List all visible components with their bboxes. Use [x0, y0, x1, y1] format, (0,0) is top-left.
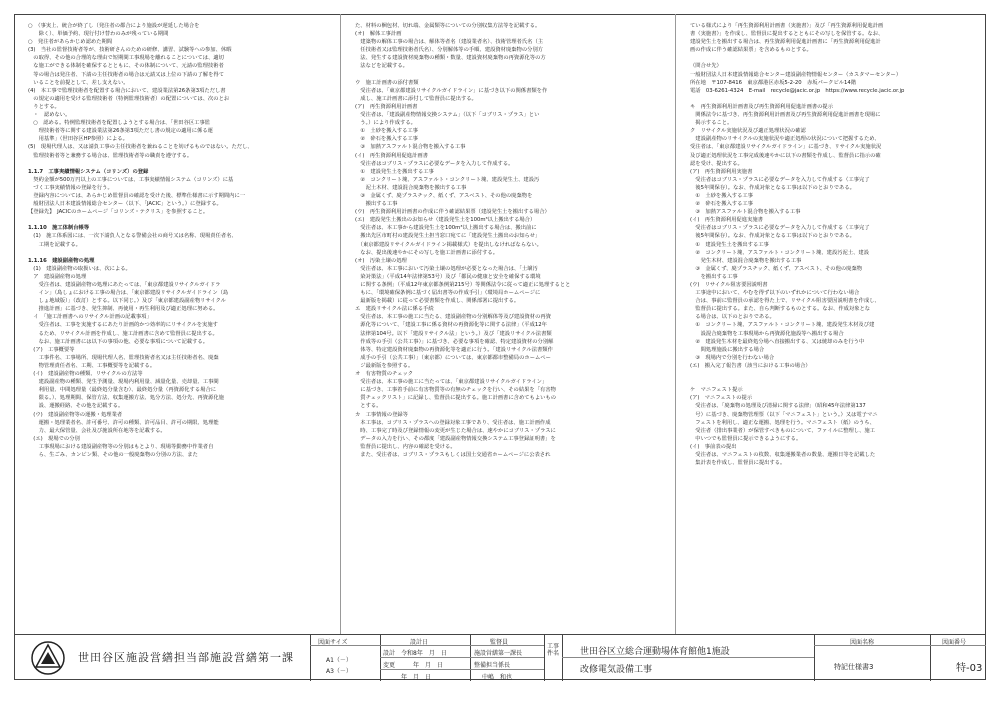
spec-line: 監督員に提出し、内容の確認を受ける。 — [355, 443, 456, 450]
project-label: 工事件名 — [547, 643, 559, 657]
spec-line: 成手の手引（公共工事）」（東京都）については、東京都都市整備局のホームペー — [355, 354, 551, 361]
sheet-name-header: 図面名称 — [850, 639, 875, 646]
spec-line: 法律第104号。以下「建設リサイクル法」という。）及び「建設リサイクル法書類 — [355, 330, 552, 337]
spec-line: ① 建設発生土を搬出する工事 — [355, 168, 434, 175]
spec-line: 受注者は、建設副産物の処理にあたっては、「東京都建設リサイクルガイドラ — [28, 282, 221, 288]
spec-line: 工期を記載する。 — [28, 241, 81, 248]
spec-line: 間処理施設に搬出する場合 — [690, 346, 765, 353]
spec-line: （問合せ先） — [690, 63, 722, 70]
spec-line: (エ) 建設発生土搬出のお知らせ（建設発生土を100m³以上搬出する場合） — [355, 217, 536, 224]
spec-line: 受注者（排出事業者）が保管すべきものについて、ファイルに整理し、施工 — [690, 427, 875, 434]
spec-line — [690, 95, 980, 103]
spec-line: ③ 金属くず、廃プラスチック、紙くず、アスベスト、その他の廃棄物 — [690, 265, 863, 272]
tb-rule — [562, 657, 814, 658]
spec-line: 受注者は、本工事から建設発生土を100m³以上搬出する場合は、搬出前に — [355, 225, 537, 232]
spec-line — [690, 370, 980, 378]
spec-line: 般財団法人日本建設情報総合センター（以下、「JACIC」という。）に登録する。 — [28, 201, 222, 208]
spec-line: イ 「施工計画書へのリサイクル計画の記載事項」 — [28, 314, 152, 321]
tb-divider — [544, 635, 545, 681]
spec-line: (エ) 搬入完了報告書（該当における工事の場合） — [690, 362, 811, 369]
spec-line: 認を受け、提出する。 — [690, 160, 743, 167]
tb-divider — [310, 635, 311, 681]
spec-line: 建設副産物のリサイクルの実施状況や適正処理の状況について把握するため、 — [690, 136, 880, 143]
spec-line: カ 工事情報の登録等 — [355, 411, 408, 418]
sheet-number-header: 図面番号 — [942, 639, 967, 646]
spec-line: なお、提出後速やかにその写しを施工計画書に添付する。 — [355, 249, 499, 256]
spec-line: 発生木材、建設混合廃棄物を搬出する工事 — [690, 257, 802, 264]
spec-line: 工事件名、工事場所、現場代理人名、監理技術者名又は主任技術者名、廃棄 — [28, 354, 219, 361]
spec-line: なお、施工計画書には以下の事項の他、必要な事項について記載する。 — [28, 338, 208, 345]
spec-line: に関する条例」（平成12年東京都条例第215号）等関係法令に従って適正に処理するとと — [355, 282, 571, 288]
spec-line: 成し、施工計画書に添付して監督員に提出する。 — [355, 95, 477, 102]
supervisor-1: 施設営繕第一課長 — [474, 650, 523, 657]
spec-line: (イ) 事前表の提出 — [690, 443, 737, 450]
spec-line: 源化等について、「建設工事に係る資材の再資源化等に関する法律」（平成12年 — [355, 322, 547, 329]
tb-divider — [470, 635, 471, 681]
spec-line: 搬出する工事 — [355, 201, 398, 208]
spec-line: (3) 当社の監督技術者等が、技術研さんのための研修、講習、試験等への参加、休暇 — [28, 47, 232, 54]
spec-line: とする。 — [355, 403, 382, 410]
change-date: 変更 年 月 日 — [383, 662, 444, 669]
spec-line: ウ 施工計画書の添付書類 — [355, 79, 419, 86]
spec-line: 受注者はコブリス・プラスに必要なデータを入力して作成する（工事完了 — [690, 176, 870, 183]
spec-line: 中いつでも監督員に提示できるようにする。 — [690, 435, 802, 442]
spec-line: 建設発生土を搬出する場合は、再生資源利用促進計画書に「再生資源利用促進計 — [690, 39, 881, 46]
tb-divider — [380, 635, 381, 681]
spec-line: た、材料の梱包材、切れ端、金属類等についての分別収集方法等を記載する。 — [355, 23, 541, 29]
spec-line: ア 建設副産物の処理 — [28, 273, 87, 280]
section-heading: 1.1.7 工事実績情報システム（コリンズ）の登録 — [28, 168, 149, 175]
spec-line: を搬出する工事 — [690, 273, 738, 280]
spec-line — [28, 249, 328, 257]
spec-line: 受注者は、本工事において汚染土壌の処理が必要となった場合は、「土壌汚 — [355, 265, 538, 272]
spec-line: エ 建設リサイクル法に係る手続 — [355, 306, 434, 313]
spec-line: (ア) 工事概要等 — [28, 346, 75, 353]
spec-line: 受注者はコブリス・プラスに必要なデータを入力して作成する（工事完了 — [690, 225, 870, 232]
spec-line: 書（実施書）」を作成し、監督員に提出するとともにその写しを保管する。なお、 — [690, 31, 884, 38]
spec-line: ③ 加熱アスファルト混合物を搬入する工事 — [355, 144, 466, 151]
spec-column-2 — [355, 22, 660, 657]
size-header: 図面サイズ — [318, 639, 348, 646]
spec-line: 設混合廃棄物を工事現場から再資源化施設等へ搬出する場合 — [690, 330, 844, 337]
spec-line: 等の場合は発注者、下請の主任技術者の場合は元請又は上位の下請の了解を得て — [28, 71, 224, 78]
spec-line: (ウ) 再生資源利用計画書の作成に伴う確認結果票（建設発生土を搬出する場合） — [355, 209, 550, 216]
spec-line: 建築物の解体工事の場合は、解体等者名（建設業者名）、技術管理者氏名（主 — [355, 39, 544, 46]
spec-line: 体等、特定建設資材廃棄物の再資源化等を適正に行う。「建設リサイクル法書類作 — [355, 346, 553, 353]
spec-line: 【登録先】 JACICのホームページ「コリンズ・テクリス」を参照すること。 — [28, 209, 209, 216]
spec-line: 受注者は、工事を実施するにあたり計画的かつ効率的にリサイクルを実施す — [28, 322, 218, 329]
title-block — [14, 634, 986, 680]
spec-line — [690, 378, 980, 386]
spec-line: 限る。）、処理期間、保管方法、収集運搬方法、処分方法、処分先、再資源化施 — [28, 395, 224, 402]
spec-line: ③ 加熱アスファルト混合物を搬入する工事 — [690, 209, 801, 216]
size-a3: A3（－） — [326, 668, 352, 675]
spec-line: 本工事は、コブリス・プラスへの登録対象工事であり、受注者は、施工計画作成 — [355, 419, 551, 426]
spec-line: 搬出先区市町村の建設発生土担当窓口宛てに「建設発生土搬出のお知らせ」 — [355, 233, 541, 240]
section-heading: 1.1.16 建設副産物の処理 — [28, 257, 95, 264]
spec-line: 関係法令に基づき、再生資源利用計画書及び再生資源利用促進計画書を現場に — [690, 112, 881, 119]
spec-line: 受注者は、「東京都建設リサイクルガイドライン」に基づき以下の関係書類を作 — [355, 87, 548, 94]
supervisor-3: 中嶋 和也 — [482, 674, 513, 681]
spec-line: 物管理責任者名、工期、工事概要等を記載する。 — [28, 362, 156, 369]
spec-line: (4) 本工事で監理技術者を配置する場合において、建設業法第26条第3項ただし書 — [28, 87, 226, 94]
spec-line: の取得、その他の合理的な理由で短期間工事現場を離れることについては、適切 — [28, 55, 224, 62]
spec-line: (ウ) 建設副産物等の運搬・処理業者 — [28, 411, 123, 418]
spec-line: 推進計画」に基づき、発生抑制、再使用・再生利用及び適正処理に努める。 — [28, 306, 219, 313]
spec-line: 受注者は、マニフェストの枚数、収集運搬業者の数量、運搬日等を記載した — [690, 451, 876, 458]
project-name: 世田谷区立総合運動場体育館他1施設 — [580, 647, 730, 657]
spec-line: 号）に基づき、廃棄物管理票（以下「マニフェスト」という。）又は電子マニ — [690, 411, 878, 418]
spec-line: (ア) 再生資源利用実施書 — [690, 168, 753, 175]
supervisor-2: 整備担当係長 — [474, 662, 511, 669]
section-heading: 1.1.10 施工体制台帳等 — [28, 225, 90, 232]
spec-line: (オ) 解体工事計画 — [355, 31, 402, 38]
spec-line: ① 土砂を搬入する工事 — [355, 128, 419, 135]
spec-line: 理技術者等に関する建設業法第26条第3項ただし書の規定の適用に係る運 — [28, 128, 213, 135]
spec-line — [690, 54, 980, 62]
spec-line: ① 建設発生土を搬出する工事 — [690, 241, 769, 248]
spec-line: ② 建設発生木材を最終処分場へ直接搬出する、又は焼却のみを行う中 — [690, 338, 865, 345]
spec-line: 工事現場における建設副産物等の分別はもとより、現場等勤務中作業者自 — [28, 443, 214, 450]
spec-line: 除く）、単価予約、現行付け替わのみが残っている期間 — [28, 31, 169, 38]
spec-line: 受注者は、「東京都建設リサイクルガイドライン」に基づき、リサイクル実施状況 — [690, 144, 882, 151]
spec-column-3 — [690, 22, 980, 657]
spec-line: ② 砕石を搬入する工事 — [690, 201, 754, 208]
spec-line: 法などを記載する。 — [355, 63, 408, 70]
spec-line: りとする。 — [28, 103, 60, 110]
sheet-name: 特記仕様書3 — [834, 663, 874, 671]
spec-column-1 — [28, 22, 328, 657]
spec-line: (ア) マニフェストの提示 — [690, 395, 753, 402]
spec-line — [355, 71, 660, 79]
spec-line: 及び適正処理状況を工事完成後速やかに以下の書類を作成し、監督員に指示の確 — [690, 152, 881, 159]
tb-rule — [380, 657, 544, 658]
setagaya-emblem-icon — [30, 640, 66, 676]
spec-line: データの入力を行い、その都度「建設副産物情報交換システム工事登録証明書」を — [355, 435, 556, 442]
size-a1: A1（－） — [326, 657, 352, 664]
spec-line: 受注者は、「廃棄物の処理及び清掃に関する法律」（昭和45年法律第137 — [690, 403, 866, 410]
spec-line: オ 有害物質のチェック — [355, 371, 414, 378]
spec-line: る場合は、以下のとおりである。 — [690, 314, 775, 321]
spec-line — [28, 216, 328, 224]
spec-line: (エ) 現場での分別 — [28, 435, 80, 442]
spec-line: (オ) 汚染土壌の処理 — [355, 257, 407, 264]
spec-line: ③ 金属くず、廃プラスチック、紙くず、アスベスト、その他の廃棄物を — [355, 192, 533, 199]
tb-divider — [562, 635, 563, 681]
spec-line: るため、リサイクル計画を作成し、施工計画書に含めて監督員に提出する。 — [28, 330, 218, 337]
spec-line: 建設副産物の種類、発生予測量、現場内利用量、減量化量、売却量、工事間 — [28, 379, 219, 386]
spec-line: (イ) 再生資源利用促進計画書 — [355, 152, 428, 159]
spec-line: いることを前提として、差し支えない。 — [28, 79, 129, 86]
spec-line: 所在地 〒107-8416 東京都港区赤坂5-2-20 赤坂パークビル14階 — [690, 79, 857, 86]
spec-line: ② コンクリート塊、アスファルト・コンクリート塊、建設発生土、建設汚 — [355, 176, 540, 183]
spec-line: キ 再生資源利用計画書及び再生資源利用促進計画書の提示 — [690, 103, 834, 110]
spec-line: フェストを利用し、適正な運搬、処理を行う。マニフェスト（紙）のうち、 — [690, 419, 875, 426]
spec-line: (イ) 再生資源利用促進実施書 — [690, 217, 763, 224]
spec-line: 合は、事前に監督員の承認を得た上で、リサイクル阻害要因説明書を作成し、 — [690, 298, 880, 305]
spec-line: 質チェックリスト」に記録し、監督員に提出する。施工計画書に含めてもよいもの — [355, 395, 557, 402]
spec-line: 受注者は、「建設副産物情報交換システム」（以下「コブリス・プラス」とい — [355, 112, 540, 119]
sheet-number: 特-03 — [956, 663, 983, 674]
spec-line: しょ地域版）」（改訂）とする。以下同じ。）及び「東京都建設副産物リサイクル — [28, 298, 226, 305]
tb-rule — [380, 669, 544, 670]
spec-line: ○ 認める。特例監理技術者を配置しようとする場合は、「世田谷区工事監 — [28, 120, 211, 127]
spec-line: 集計表を作成し、監督員に提出する。 — [690, 460, 786, 467]
spec-line: ○ （事実上、統合が終了し（発注者の都合により施設が遅延した場合を — [28, 23, 200, 29]
spec-line: また、受注者は、コブリス・プラスもしくは国土交通省ホームページに公表され — [355, 451, 551, 458]
spec-line: ている様式により「再生資源利用計画書（実施書）」及び「再生資源利用促進計画 — [690, 23, 884, 29]
drawing-title: 改修電気設備工事 — [580, 665, 653, 675]
spec-line: ジ最新版を参照する。 — [355, 362, 414, 369]
spec-line: ク リサイクル実施状況及び適正処理状況の確認 — [690, 128, 806, 135]
spec-line: もに、「環境確保条例に基づく届出書等の作成手引」（環境局ホームページに — [355, 290, 541, 297]
spec-line: ら、生ごみ、カンビン類、その他の一般廃棄物の分別の方法、また — [28, 451, 198, 458]
spec-line: 後5年間保存）。なお、作成対象となる工事は以下のとおりである。 — [690, 233, 855, 240]
spec-line: イン」（島しょにおける工事の場合は、「東京都建設リサイクルガイドライン（島 — [28, 290, 229, 297]
tb-divider — [930, 635, 931, 681]
spec-line: 監督員に提出する。また、自ら判断するものとする。なお、作成対象とな — [690, 306, 871, 313]
spec-line: 染対策法」（平成14年法律第53号）及び「都民の健康と安全を確保する環境 — [355, 273, 541, 280]
spec-line: 運搬・処理業者名、許可番号、許可の種類、許可品目、許可の期限、処理能 — [28, 419, 219, 426]
spec-line: 画の作成に伴う確認結果票」を含めるものとする。 — [690, 47, 812, 54]
spec-line: （東京都建設リサイクルガイドライン掲載様式）を提出しなければならない。 — [355, 241, 542, 248]
spec-line: ③ 現場内で分別を行わない場合 — [690, 354, 775, 361]
spec-line: 監理技術者等と兼務する場合は、監理技術者等の職責を遵守する。 — [28, 152, 193, 159]
spec-line: 登録内容については、あらかじめ監督員の確認を受けた後、標準仕様書に示す期間内に一 — [28, 192, 246, 199]
spec-line: 法、発生する建設資材廃棄物の種類・数量、建設資材廃棄物の再資源化等の方 — [355, 55, 546, 62]
spec-line — [28, 160, 328, 168]
column-divider — [675, 14, 676, 634]
blank-date: 年 月 日 — [383, 674, 432, 681]
spec-line: 後5年間保存）。なお、作成対象となる工事は以下のとおりである。 — [690, 184, 855, 191]
spec-line: (イ) 建設副産物の種類、リサイクルの方法等 — [28, 371, 143, 378]
spec-line: ・ 認めない。 — [28, 112, 71, 119]
design-date: 設計 令和8年 月 日 — [383, 650, 447, 657]
spec-line: 受注者は、本工事の施工に当たる、建設副産物の分別解体等及び建設資材の再資 — [355, 314, 551, 321]
spec-line: 泥土木材、建設混合廃棄物を搬出する工事 — [355, 184, 467, 191]
spec-line: 力、最大保管量、会社及び施設所在地等を記載する。 — [28, 427, 166, 434]
column-divider — [340, 14, 341, 634]
spec-line: 受注者はコブリス・プラスに必要なデータを入力して作成する。 — [355, 160, 514, 167]
spec-line: 受注者は、本工事の施工に当たっては、「東京都建設リサイクルガイドライン」 — [355, 379, 548, 386]
spec-line: ○ 発注者があらかじめ認めた期間 — [28, 39, 113, 46]
spec-line: 用基準」（世田谷区HP参照）による。 — [28, 136, 128, 143]
spec-line: (1) 建設副産物の取扱いは、次による。 — [28, 265, 131, 272]
spec-line: 一般財団法人日本建設情報総合センター建設副産物情報センター（カスタマーセンター） — [690, 71, 902, 78]
spec-line: 作成等の手引（公共工事）」に基づき、必要な事項を確認、特定建設資材の分別解 — [355, 338, 554, 345]
spec-line: 時、工事完了時及び登録情報の変更が生じた場合は、速やかにコブリス・プラスに — [355, 427, 556, 434]
spec-line: ② コンクリート塊、アスファルト・コンクリート塊、建設汚泥土、建設 — [690, 249, 870, 256]
spec-line: (ウ) リサイクル阻害要因説明書 — [690, 282, 768, 288]
spec-line: に基づき、工事着手前に有害物質等の有無のチェックを行い、その結果を「有害物 — [355, 387, 556, 394]
spec-line: な施工ができる体制を確保するとともに、その体制について、元請の監理技術者 — [28, 63, 224, 70]
tb-divider — [814, 635, 815, 681]
spec-line: ケ マニフェスト提示 — [690, 387, 743, 394]
spec-line: ① 土砂を搬入する工事 — [690, 192, 754, 199]
spec-line: (1) 施工体系図には、一次下請負人となる警備会社の商号又は名称、現場責任者名、 — [28, 233, 237, 240]
spec-line: ② 砕石を搬入する工事 — [355, 136, 419, 143]
spec-line: う。）により作成する。 — [355, 120, 416, 127]
supervisor-header: 監督員 — [490, 639, 509, 646]
spec-line: (ア) 再生資源利用計画書 — [355, 103, 418, 110]
spec-line: 掲示すること。 — [690, 120, 733, 127]
spec-line: 利用量、中間処理量（最終処分量含む）、最終処分量（再資源化する場合に — [28, 387, 217, 394]
spec-line: 契約金額が500万円以上の工事については、工事実績情報システム（コリンズ）に基 — [28, 176, 234, 183]
spec-line: 電話 03-6261-4324 E-mail recycle@jacic.or.jp https://www.recycle.jacic.or.jp — [690, 87, 905, 94]
spec-line: ① コンクリート塊、アスファルト・コンクリート塊、建設発生木材及び建 — [690, 322, 875, 329]
design-date-header: 設計日 — [410, 639, 429, 646]
spec-line: の規定の適用を受ける監理技術者（特例監理技術者）の配置については、次のとお — [28, 95, 230, 102]
organization-name: 世田谷区施設営繕担当部施設営繕第一課 — [78, 651, 294, 664]
spec-line: 最新版を掲載）に従って必要書類を作成し、関係部署に提出する。 — [355, 298, 520, 305]
spec-line: 設、運搬経路、その他を記載する。 — [28, 403, 124, 410]
spec-line: づく工事実績情報の登録を行う。 — [28, 184, 113, 191]
spec-line: 任技術者又は監理技術者氏名）、分別解体等の手順、建設資材廃棄物の分別方 — [355, 47, 544, 54]
spec-line: (5) 現場代理人は、又は請負工事の主任技術者を兼ねることを妨げるものではない。ただし、 — [28, 144, 253, 151]
spec-line: 工事途中において、やむを得ず以下のいずれかについて行わない場合 — [690, 290, 860, 297]
